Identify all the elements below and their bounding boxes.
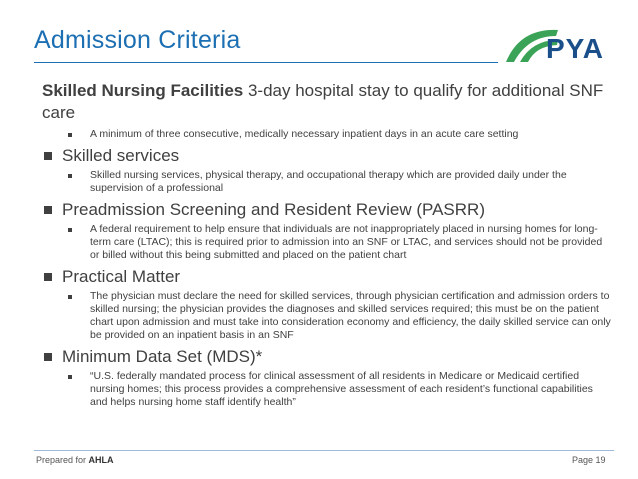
pya-logo-text: PYA	[546, 33, 605, 64]
bullet-icon	[44, 206, 52, 214]
bullet-text: A federal requirement to help ensure that individuals are not inappropriately placed in nursing homes for long-term care (LTAC); this is required prior to admission into an SNF or LTAC, and services should not be provided or billed without this being submitted and placed on the patient chart	[90, 223, 603, 261]
bullet-text: The physician must declare the need for skilled services, through physician certification and admission orders to skilled nursing; the physician provides the diagnoses and skilled services required; this must be on the patient chart upon admission and must take into consideration economy and efficiency, the daily skilled service can only be provided on an inpatient basis in an SNF	[90, 290, 611, 341]
bullet-text: “U.S. federally mandated process for clinical assessment of all residents in Medicare or Medicaid certified nursing homes; this process provides a comprehensive assessment of each resident’s functional capabilities and helps nursing home staff identify health”	[90, 370, 593, 408]
bullet-icon	[44, 152, 52, 160]
list-item	[66, 370, 612, 409]
bullet-icon	[68, 133, 72, 137]
bullet-icon	[44, 353, 52, 361]
section-mds	[42, 347, 612, 367]
list-item	[66, 169, 612, 195]
list-item	[66, 223, 612, 262]
bullet-icon	[68, 375, 72, 379]
bullet-icon	[68, 174, 72, 178]
footer-prepared-for	[36, 455, 114, 465]
slide-title: Admission Criteria	[34, 26, 241, 54]
section-skilled-services	[42, 146, 612, 166]
title-underline	[34, 62, 498, 63]
prepared-for-org: AHLA	[88, 455, 114, 465]
snf-heading	[42, 80, 612, 124]
bullet-icon	[68, 295, 72, 299]
bullet-text: A minimum of three consecutive, medically necessary inpatient days in an acute care setting	[90, 128, 519, 140]
snf-heading-bold: Skilled Nursing Facilities	[42, 81, 244, 100]
slide-content	[42, 80, 612, 411]
bullet-icon	[44, 273, 52, 281]
section-label: Preadmission Screening and Resident Review (PASRR)	[62, 200, 485, 219]
page-number: Page 19	[572, 455, 606, 465]
footer-divider	[34, 450, 614, 451]
section-practical-matter	[42, 267, 612, 287]
section-label: Practical Matter	[62, 267, 181, 286]
section-label: Skilled services	[62, 146, 180, 165]
list-item	[66, 290, 612, 342]
snf-heading-rest: 3-day hospital stay to qualify for additional SNF care	[42, 81, 604, 122]
list-item	[66, 128, 612, 141]
section-pasrr	[42, 200, 612, 220]
bullet-icon	[68, 228, 72, 232]
prepared-label: Prepared for	[36, 455, 87, 465]
bullet-text: Skilled nursing services, physical therapy, and occupational therapy which are provided daily under the supervision of a professional	[90, 169, 567, 194]
section-label: Minimum Data Set (MDS)*	[62, 347, 263, 366]
